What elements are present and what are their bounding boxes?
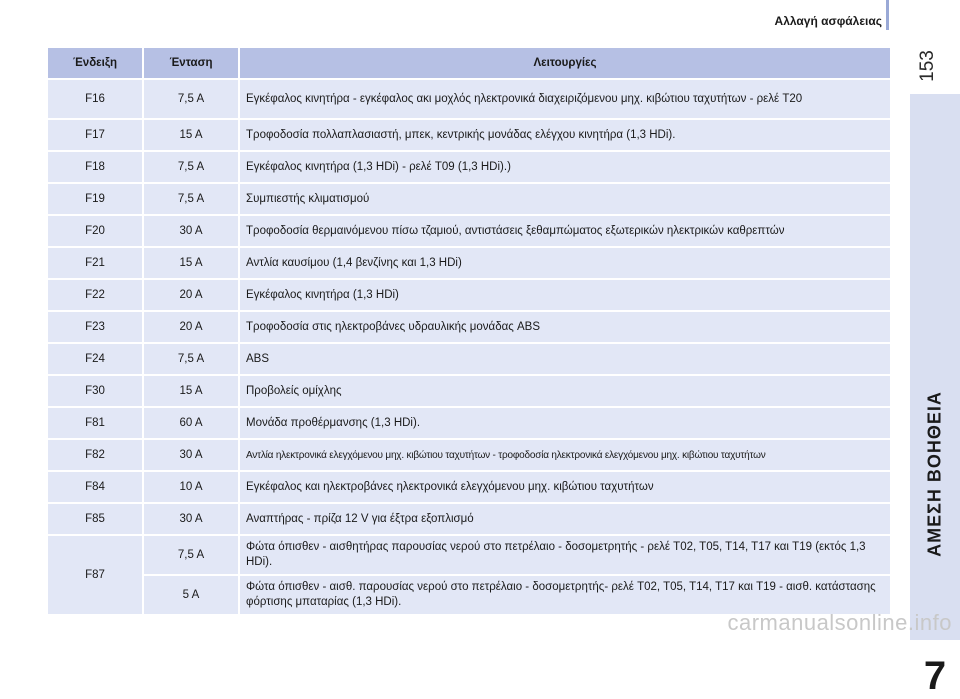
table-row — [48, 576, 890, 614]
fuse-id: F16 — [48, 80, 142, 118]
fuse-id: F20 — [48, 216, 142, 246]
table-row — [48, 248, 890, 278]
fuse-amperage: 15 A — [144, 376, 238, 406]
fuse-id: F85 — [48, 504, 142, 534]
fuse-amperage: 7,5 A — [144, 152, 238, 182]
fuse-function: Προβολείς ομίχλης — [240, 376, 890, 406]
table-row — [48, 280, 890, 310]
fuse-amperage: 60 A — [144, 408, 238, 438]
chapter-side-tab — [910, 94, 960, 698]
fuse-id: F82 — [48, 440, 142, 470]
chapter-number: 7 — [923, 654, 947, 698]
fuse-amperage: 15 A — [144, 248, 238, 278]
fuse-amperage: 7,5 A — [144, 80, 238, 118]
fuse-function: Τροφοδοσία θερμαινόμενου πίσω τζαμιού, αντιστάσεις ξεθαμπώματος εξωτερικών ηλεκτρικών καθρεπτών — [240, 216, 890, 246]
fuse-function: Τροφοδοσία στις ηλεκτροβάνες υδραυλικής μονάδας ABS — [240, 312, 890, 342]
fuse-function: Αντλία ηλεκτρονικά ελεγχόμενου μηχ. κιβώτιου ταχυτήτων - τροφοδοσία ηλεκτρονικά ελεγχόμενου μηχ. κιβώτιου ταχυτήτων — [240, 440, 890, 470]
fuse-id: F18 — [48, 152, 142, 182]
fuse-amperage: 20 A — [144, 312, 238, 342]
fuse-function: Συμπιεστής κλιματισμού — [240, 184, 890, 214]
table-row — [48, 152, 890, 182]
section-title: Αλλαγή ασφάλειας — [774, 14, 882, 28]
fuse-amperage: 10 A — [144, 472, 238, 502]
table-row — [48, 504, 890, 534]
fuse-function: Αντλία καυσίμου (1,4 βενζίνης και 1,3 HDi) — [240, 248, 890, 278]
fuse-function: Φώτα όπισθεν - αισθητήρας παρουσίας νερού στο πετρέλαιο - δοσομετρητής - ρελέ T02, T05, T14, T17 και T19 (εκτός 1,3 HDi). — [240, 536, 890, 574]
fuse-amperage: 7,5 A — [144, 536, 238, 574]
header-divider — [886, 0, 889, 30]
fuse-id: F17 — [48, 120, 142, 150]
table-row — [48, 472, 890, 502]
fuse-id: F21 — [48, 248, 142, 278]
table-row — [48, 120, 890, 150]
table-row — [48, 184, 890, 214]
table-row — [48, 408, 890, 438]
table-row — [48, 344, 890, 374]
fuse-function: Εγκέφαλος κινητήρα (1,3 HDi) - ρελέ T09 (1,3 HDi).) — [240, 152, 890, 182]
column-header-functions: Λειτουργίες — [240, 48, 890, 78]
chapter-label: ΑΜΕΣΗ ΒΟΗΘΕΙΑ — [924, 391, 945, 557]
column-header-amperage: Ένταση — [144, 48, 238, 78]
table-row — [48, 536, 890, 574]
table-row — [48, 312, 890, 342]
fuse-id: F30 — [48, 376, 142, 406]
fuse-table — [46, 46, 892, 616]
fuse-function: Αναπτήρας - πρίζα 12 V για έξτρα εξοπλισμό — [240, 504, 890, 534]
fuse-function: Τροφοδοσία πολλαπλασιαστή, μπεκ, κεντρικής μονάδας ελέγχου κινητήρα (1,3 HDi). — [240, 120, 890, 150]
fuse-id: F22 — [48, 280, 142, 310]
fuse-amperage: 30 A — [144, 440, 238, 470]
fuse-amperage: 15 A — [144, 120, 238, 150]
fuse-function: Φώτα όπισθεν - αισθ. παρουσίας νερού στο πετρέλαιο - δοσομετρητής- ρελέ T02, T05, T14, T17 και T19 - αισθ. κατάστασης φόρτισης μπαταρίας (1,3 HDi). — [240, 576, 890, 614]
fuse-id: F24 — [48, 344, 142, 374]
fuse-amperage: 7,5 A — [144, 344, 238, 374]
fuse-id: F81 — [48, 408, 142, 438]
fuse-id: F23 — [48, 312, 142, 342]
fuse-function: ABS — [240, 344, 890, 374]
fuse-amperage: 30 A — [144, 504, 238, 534]
fuse-amperage: 20 A — [144, 280, 238, 310]
table-row — [48, 80, 890, 118]
table-header-row — [48, 48, 890, 78]
fuse-amperage: 30 A — [144, 216, 238, 246]
fuse-function: Εγκέφαλος κινητήρα - εγκέφαλος ακι μοχλός ηλεκτρονικά διαχειριζόμενου μηχ. κιβώτιου ταχυτήτων - ρελέ T20 — [240, 80, 890, 118]
fuse-id: F19 — [48, 184, 142, 214]
fuse-function: Εγκέφαλος και ηλεκτροβάνες ηλεκτρονικά ελεγχόμενου μηχ. κιβώτιου ταχυτήτων — [240, 472, 890, 502]
fuse-amperage: 5 A — [144, 576, 238, 614]
fuse-id: F84 — [48, 472, 142, 502]
fuse-id: F87 — [48, 536, 142, 614]
fuse-function: Εγκέφαλος κινητήρα (1,3 HDi) — [240, 280, 890, 310]
table-row — [48, 440, 890, 470]
table-row — [48, 216, 890, 246]
table-row — [48, 376, 890, 406]
fuse-amperage: 7,5 A — [144, 184, 238, 214]
watermark: carmanualsonline.info — [727, 610, 952, 635]
column-header-id: Ένδειξη — [48, 48, 142, 78]
page-number: 153 — [917, 50, 938, 82]
fuse-function: Μονάδα προθέρμανσης (1,3 HDi). — [240, 408, 890, 438]
